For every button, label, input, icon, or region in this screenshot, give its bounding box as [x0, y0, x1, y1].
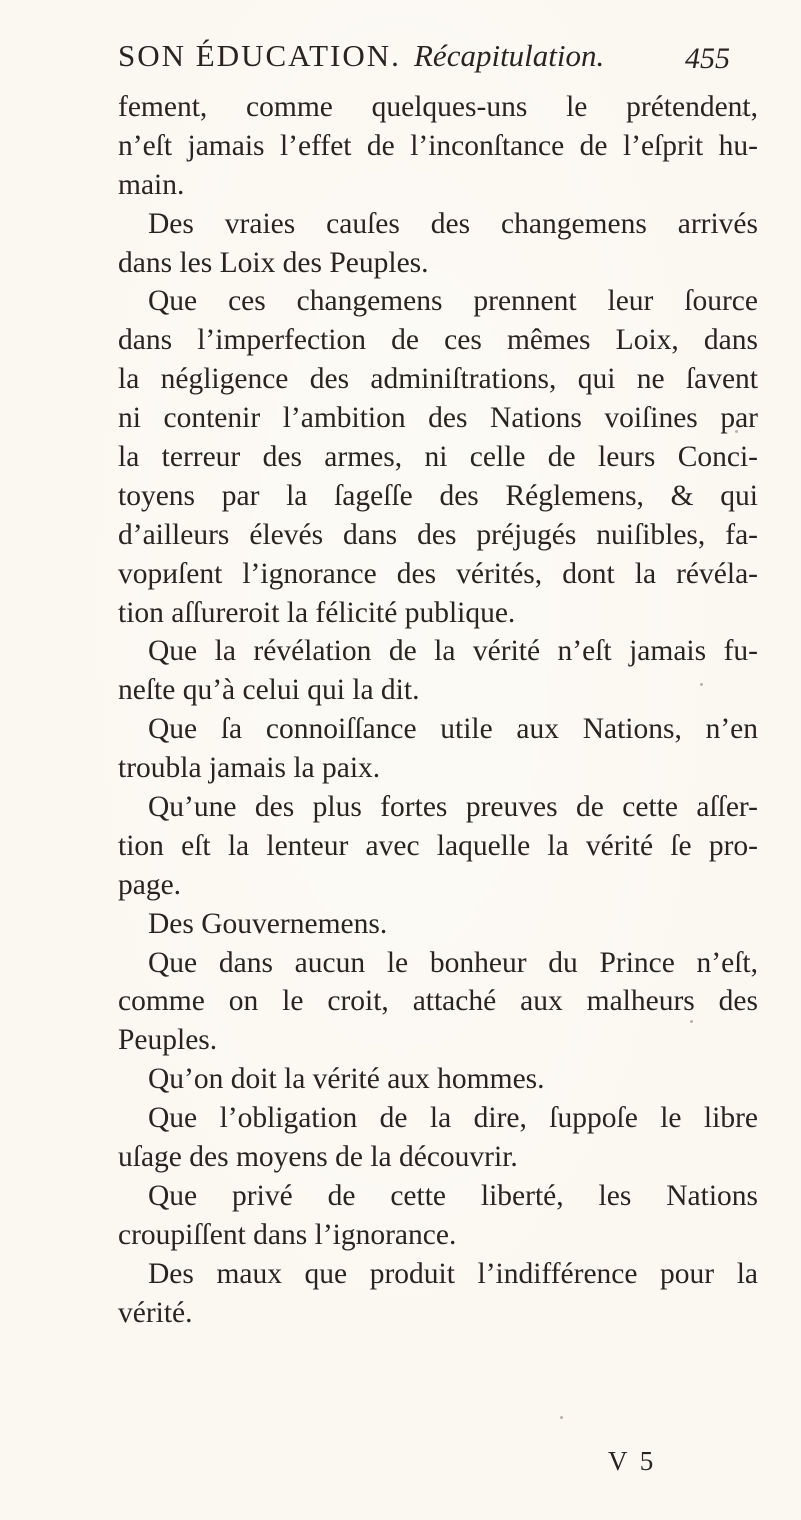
text-line: neſte qu’à celui qui la dit. [118, 674, 420, 707]
text-line: fement, comme quelques-uns le prétendent, [118, 91, 758, 123]
text-line: dans les Loix des Peuples. [118, 246, 429, 279]
text-line: Que ces changemens prennent leur ſource [148, 285, 758, 318]
text-line: Qu’une des plus fortes preuves de cette aſſer- [148, 791, 758, 824]
text-line: main. [118, 168, 185, 201]
text-line: Qu’on doit la vérité aux hommes. [148, 1063, 545, 1096]
text-line: Des vraies cauſes des changemens arrivés [148, 207, 758, 240]
text-line: Que ſa connoiſſance utile aux Nations, n’en [148, 713, 758, 746]
text-line: tion eſt la lenteur avec laquelle la vérité ſe pro- [118, 829, 758, 862]
text-line: toyens par la ſageſſe des Réglemens, & qui [118, 479, 758, 512]
text-line: ni contenir l’ambition des Nations voiſines par [118, 402, 758, 435]
text-line: troubla jamais la paix. [118, 752, 381, 785]
page-number: 455 [685, 42, 730, 75]
running-subtitle: Récapitulation. [414, 38, 605, 73]
text-line: la négligence des adminiſtrations, qui ne ſavent [118, 363, 758, 396]
text-line: uſage des moyens de la découvrir. [118, 1141, 518, 1174]
text-line: page. [118, 868, 182, 901]
text-line: comme on le croit, attaché aux malheurs des [118, 985, 758, 1018]
text-line: n’eſt jamais l’effet de l’inconſtance de l’eſprit hu- [118, 129, 758, 162]
text-line: Que dans aucun le bonheur du Prince n’eſt, [148, 946, 758, 979]
text-line: vérité. [118, 1296, 193, 1329]
text-line: Que l’obligation de la dire, ſuppoſe le libre [148, 1102, 758, 1135]
text-line: d’ailleurs élevés dans des préjugés nuiſibles, fa- [118, 518, 758, 551]
text-line: vориſent l’ignorance des vérités, dont la révéla- [118, 557, 758, 590]
paper-speck [700, 683, 703, 686]
text-line: Que la révélation de la vérité n’eſt jamais fu- [148, 635, 758, 668]
paper-speck [560, 1416, 563, 1419]
text-line: Des maux que produit l’indifférence pour la [148, 1257, 758, 1290]
body-text [118, 88, 758, 1333]
page-header [118, 38, 758, 82]
paper-speck [742, 112, 745, 115]
text-line: Que privé de cette liberté, les Nations [148, 1179, 758, 1212]
text-line: croupiſſent dans l’ignorance. [118, 1218, 457, 1251]
text-line: dans l’imperfection de ces mêmes Loix, dans [118, 324, 758, 357]
paper-speck [690, 1020, 693, 1023]
paper-speck [735, 430, 738, 433]
text-line: Des Gouvernemens. [148, 907, 388, 940]
running-head: SON ÉDUCATION. [118, 38, 401, 73]
text-line: la terreur des armes, ni celle de leurs Conci- [118, 441, 758, 474]
signature-mark: V 5 [608, 1446, 657, 1476]
text-line: tion aſſureroit la félicité publique. [118, 596, 516, 629]
text-line: Peuples. [118, 1024, 218, 1057]
